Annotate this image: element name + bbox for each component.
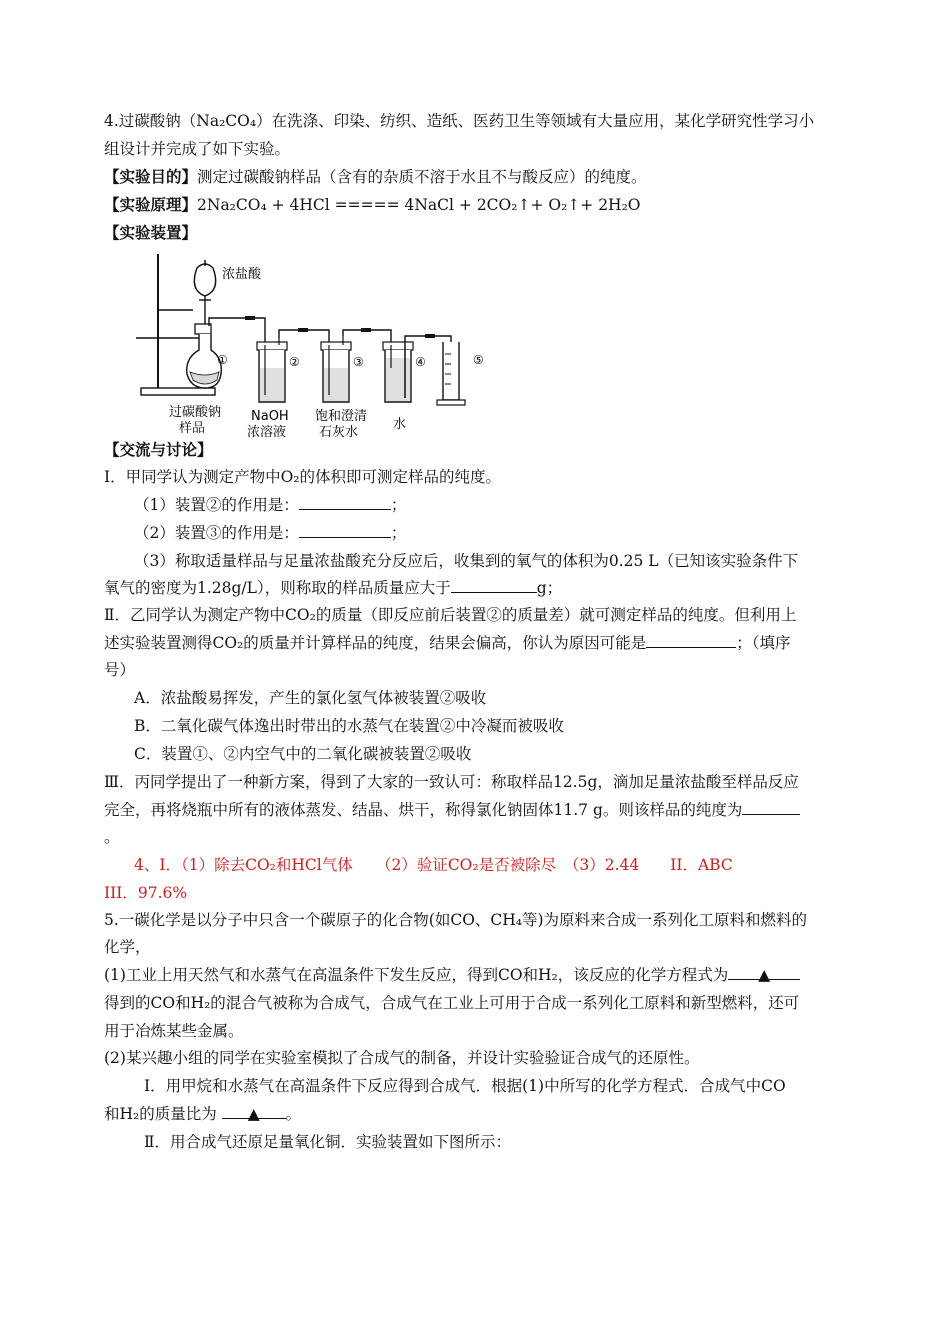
label-flask-1: ① bbox=[217, 353, 228, 367]
q4-purpose bbox=[104, 167, 647, 187]
answer-blank-i2[interactable] bbox=[299, 523, 391, 538]
answer-blank-i3[interactable] bbox=[451, 578, 537, 593]
label-bottle-3: ③ bbox=[353, 355, 364, 369]
part-ii-tail: ；（填序 bbox=[736, 634, 791, 652]
q4-intro-line2: 组设计并完成了如下实验。 bbox=[104, 140, 291, 158]
principle-equation: 2Na₂CO₄ + 4HCl ===== 4NaCl + 2CO₂↑+ O₂↑+ 2H₂O bbox=[197, 196, 641, 214]
option-c: C．装置①、②内空气中的二氧化碳被装置②吸收 bbox=[134, 745, 472, 763]
label-sample-2: 样品 bbox=[179, 421, 206, 436]
part-i-3-line2 bbox=[104, 578, 562, 598]
apparatus-diagram bbox=[133, 250, 493, 440]
period: 。 bbox=[285, 1105, 302, 1123]
part-iii-line1: Ⅲ．丙同学提出了一种新方案，得到了大家的一致认可：称取样品12.5g，滴加足量浓盐酸至样品反应 bbox=[104, 773, 799, 791]
part-iii-line3: 。 bbox=[104, 828, 120, 846]
part-i-2-text: （2）装置③的作用是： bbox=[134, 524, 299, 542]
q5-p1-line1 bbox=[104, 965, 800, 985]
label-sample-1: 过碳酸钠 bbox=[169, 405, 222, 420]
answer-blank-equation[interactable] bbox=[728, 965, 800, 984]
q5-p2-i-line2 bbox=[104, 1104, 301, 1124]
label-naoh-1: NaOH bbox=[251, 409, 289, 424]
purpose-heading: 【实验目的】 bbox=[104, 167, 198, 186]
part-ii-line1: Ⅱ．乙同学认为测定产物中CO₂的质量（即反应前后装置②的质量差）就可测定样品的纯度。但利用上 bbox=[104, 606, 797, 624]
answer-key-line2: III．97.6% bbox=[104, 884, 188, 902]
label-bottle-4: ④ bbox=[415, 355, 426, 369]
answer-blank-mass-ratio[interactable] bbox=[222, 1104, 286, 1123]
part-i-text: Ⅰ．甲同学认为测定产物中O₂的体积即可测定样品的纯度。 bbox=[104, 468, 502, 486]
apparatus-heading: 【实验装置】 bbox=[104, 223, 198, 242]
semicolon: ； bbox=[390, 496, 407, 514]
discussion-heading: 【交流与讨论】 bbox=[104, 440, 213, 459]
q5-p1-line2: 得到的CO和H₂的混合气被称为合成气，合成气在工业上可用于合成一系列化工原料和新型燃料，还可 bbox=[104, 994, 800, 1012]
q4-intro-line1: 4.过碳酸钠（Na₂CO₄）在洗涤、印染、纺织、造纸、医药卫生等领域有大量应用，某化学研究性学习小 bbox=[104, 112, 815, 130]
label-limewater-1: 饱和澄清 bbox=[315, 409, 368, 424]
label-concentrated-hcl: 浓盐酸 bbox=[222, 267, 262, 282]
semicolon: ； bbox=[390, 524, 407, 542]
triangle-marker: ▲ bbox=[247, 1105, 260, 1123]
label-naoh-2: 浓溶液 bbox=[247, 425, 287, 440]
option-a: A．浓盐酸易挥发，产生的氯化氢气体被装置②吸收 bbox=[134, 689, 487, 707]
part-iii-line2 bbox=[104, 800, 800, 820]
q5-p1-text: (1)工业上用天然气和水蒸气在高温条件下发生反应，得到CO和H₂，该反应的化学方程式为 bbox=[104, 966, 729, 984]
part-i-2 bbox=[134, 523, 406, 543]
triangle-marker: ▲ bbox=[758, 966, 771, 984]
label-limewater-2: 石灰水 bbox=[319, 425, 359, 440]
answer-blank-ii[interactable] bbox=[646, 633, 736, 648]
principle-heading: 【实验原理】 bbox=[104, 195, 198, 214]
answer-key-line1: 4、I．（1）除去CO₂和HCl气体 （2）验证CO₂是否被除尽 （3）2.44 II．ABC bbox=[134, 856, 733, 874]
answer-blank-iii[interactable] bbox=[742, 800, 800, 815]
option-b: B．二氧化碳气体逸出时带出的水蒸气在装置②中冷凝而被吸收 bbox=[134, 717, 564, 735]
q5-p1-line3: 用于冶炼某些金属。 bbox=[104, 1022, 244, 1040]
q5-p2-i-text: 和H₂的质量比为 bbox=[104, 1105, 217, 1123]
part-ii-text: 述实验装置测得CO₂的质量并计算样品的纯度，结果会偏高，你认为原因可能是 bbox=[104, 634, 647, 652]
q5-p2: (2)某兴趣小组的同学在实验室模拟了合成气的制备，并设计实验验证合成气的还原性。 bbox=[104, 1049, 700, 1067]
unit-g: g； bbox=[536, 579, 563, 597]
q5-p2-ii: Ⅱ．用合成气还原足量氧化铜．实验装置如下图所示： bbox=[144, 1133, 512, 1151]
label-cylinder-5: ⑤ bbox=[473, 353, 484, 367]
answer-blank-i1[interactable] bbox=[299, 495, 391, 510]
q5-intro-line2: 化学， bbox=[104, 938, 151, 956]
part-i-1 bbox=[134, 495, 406, 515]
part-i-1-text: （1）装置②的作用是： bbox=[134, 496, 299, 514]
part-iii-text: 完全，再将烧瓶中所有的液体蒸发、结晶、烘干，称得氯化钠固体11.7 g。则该样品的纯度为 bbox=[104, 801, 743, 819]
purpose-text: 测定过碳酸钠样品（含有的杂质不溶于水且不与酸反应）的纯度。 bbox=[197, 168, 647, 186]
label-water: 水 bbox=[393, 417, 407, 432]
q5-intro-line1: 5.一碳化学是以分子中只含一个碳原子的化合物(如CO、CH₄等)为原料来合成一系列化工原料和燃料的 bbox=[104, 911, 808, 929]
label-bottle-2: ② bbox=[289, 355, 300, 369]
q4-principle bbox=[104, 195, 641, 215]
part-i-3-text: 氧气的密度为1.28g/L），则称取的样品质量应大于 bbox=[104, 579, 451, 597]
part-ii-line2 bbox=[104, 633, 791, 653]
q5-p2-i-line1: Ⅰ．用甲烷和水蒸气在高温条件下反应得到合成气．根据(1)中所写的化学方程式．合成气中CO bbox=[144, 1077, 786, 1095]
part-ii-line3: 号） bbox=[104, 661, 136, 679]
part-i-3-line1: （3）称取适量样品与足量浓盐酸充分反应后，收集到的氧气的体积为0.25 L（已知该实验条件下 bbox=[134, 552, 799, 570]
